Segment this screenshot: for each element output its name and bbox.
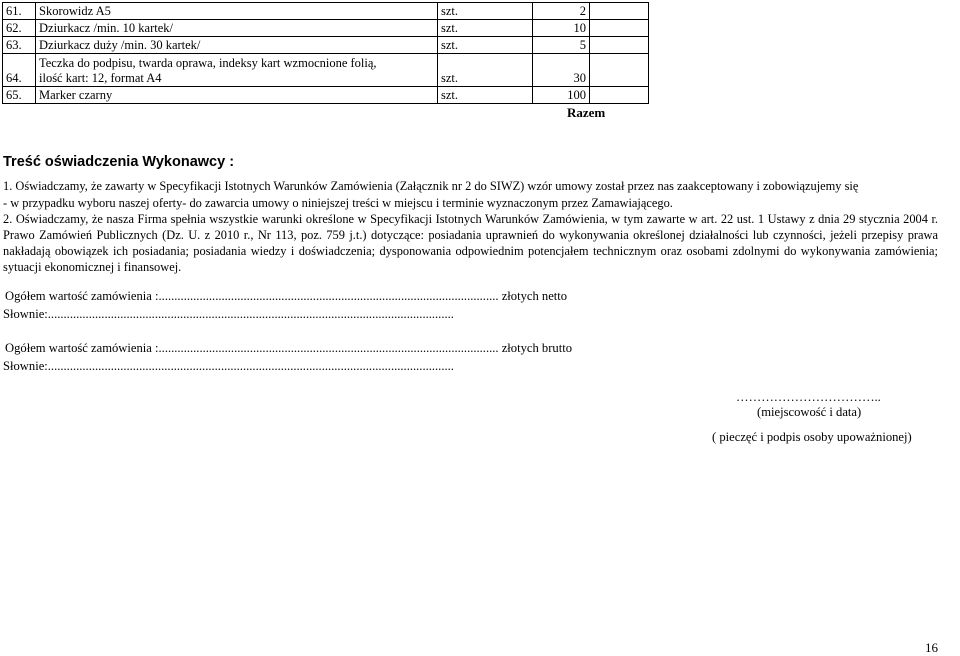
page-number: 16 bbox=[925, 640, 938, 655]
table-row bbox=[3, 54, 649, 87]
item-number: 65. bbox=[3, 87, 36, 104]
section-heading: Treść oświadczenia Wykonawcy : bbox=[3, 154, 235, 170]
total-netto-line: Ogółem wartość zamówienia :............................................................................................................ złotych netto bbox=[5, 289, 568, 303]
item-name: Marker czarny bbox=[36, 87, 438, 104]
total-brutto-words: Słownie:................................................................................................................................. bbox=[3, 359, 454, 373]
item-unit: szt. bbox=[438, 87, 533, 104]
item-name-line-2: ilość kart: 12, format A4 bbox=[39, 71, 162, 85]
table-row bbox=[3, 20, 649, 37]
item-price-cell bbox=[590, 37, 649, 54]
total-netto-words: Słownie:................................................................................................................................. bbox=[3, 307, 454, 321]
item-price-cell bbox=[590, 20, 649, 37]
item-name: Dziurkacz duży /min. 30 kartek/ bbox=[36, 37, 438, 54]
item-number: 62. bbox=[3, 20, 36, 37]
item-number: 61. bbox=[3, 3, 36, 20]
total-brutto-line: Ogółem wartość zamówienia :............................................................................................................ złotych brutto bbox=[5, 341, 573, 355]
item-name: Dziurkacz /min. 10 kartek/ bbox=[36, 20, 438, 37]
item-number: 64. bbox=[3, 54, 36, 87]
razem-label: Razem bbox=[567, 105, 606, 120]
items-table bbox=[2, 2, 649, 104]
item-unit: szt. bbox=[438, 20, 533, 37]
item-number: 63. bbox=[3, 37, 36, 54]
table-row bbox=[3, 37, 649, 54]
item-quantity: 10 bbox=[533, 20, 590, 37]
item-name-line-1: Teczka do podpisu, twarda oprawa, indeksy kart wzmocnione folią, bbox=[39, 56, 377, 70]
item-name: Skorowidz A5 bbox=[36, 3, 438, 20]
table-row bbox=[3, 3, 649, 20]
table-row bbox=[3, 87, 649, 104]
statement-1-continuation: - w przypadku wyboru naszej oferty- do zawarcia umowy o niniejszej treści w miejscu i terminie wyznaczonym przez Zamawiającego. bbox=[3, 196, 673, 210]
item-quantity: 2 bbox=[533, 3, 590, 20]
item-name bbox=[36, 54, 438, 87]
item-unit: szt. bbox=[438, 54, 533, 87]
item-unit: szt. bbox=[438, 3, 533, 20]
statement-2: 2. Oświadczamy, że nasza Firma spełnia wszystkie warunki określone w Specyfikacji Istotnych Warunków Zamówienia, w tym zawarte w art. 22 ust. 1 Ustawy z dnia 29 stycznia 2004 r. Prawo Zamówień Publicznych (Dz. U. z 2010 r., Nr 113, poz. 759 j.t.) dotyczące: posiadania uprawnień do wykonywania określonej działalności lub czynności, jeżeli przepisy prawa nakładają obowiązek ich posiadania; posiadania wiedzy i doświadczenia; dysponowania odpowiednim potencjałem technicznym oraz osobami zdolnymi do wykonywania zamówienia; sytuacji ekonomicznej i finansowej. bbox=[3, 212, 938, 274]
signature-dots: …………………………….. bbox=[736, 390, 881, 404]
signature-label: ( pieczęć i podpis osoby upoważnionej) bbox=[712, 430, 912, 444]
item-quantity: 5 bbox=[533, 37, 590, 54]
place-date-label: (miejscowość i data) bbox=[757, 405, 862, 419]
item-price-cell bbox=[590, 54, 649, 87]
item-unit: szt. bbox=[438, 37, 533, 54]
item-price-cell bbox=[590, 87, 649, 104]
item-price-cell bbox=[590, 3, 649, 20]
item-quantity: 100 bbox=[533, 87, 590, 104]
item-quantity: 30 bbox=[533, 54, 590, 87]
statement-1: 1. Oświadczamy, że zawarty w Specyfikacji Istotnych Warunków Zamówienia (Załącznik nr 2 do SIWZ) wzór umowy został przez nas zaakceptowany i zobowiązujemy się bbox=[3, 179, 859, 193]
